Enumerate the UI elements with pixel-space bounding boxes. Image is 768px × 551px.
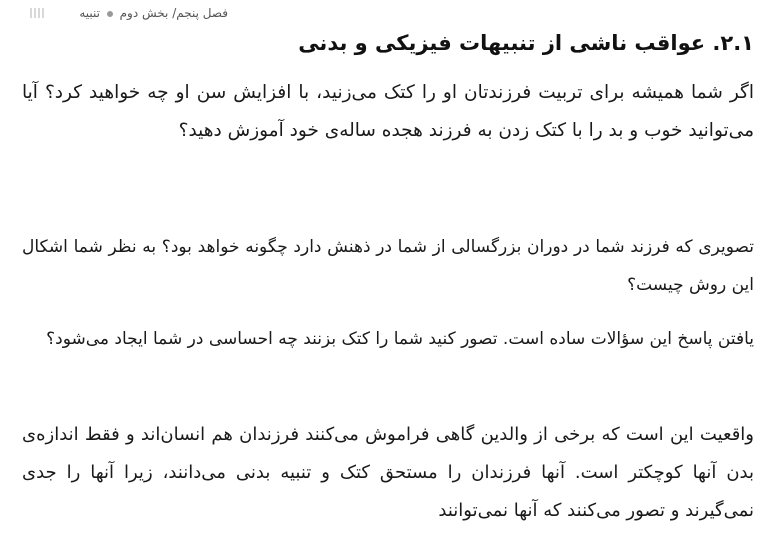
paragraph-2: تصویری که فرزند شما در دوران بزرگسالی از شما در ذهنش دارد چگونه خواهد بود؟ به نظر شما اشکال این روش چیست؟: [22, 237, 754, 295]
paragraph-1: اگر شما همیشه برای تربیت فرزندتان او را کتک می‌زنید، با افزایش سن او چه خواهید کرد؟ آیا می‌توانید خوب و بد را با کتک زدن به فرزند هجده ساله‌ی خود آموزش دهید؟: [22, 82, 754, 141]
paragraph-3: یافتن پاسخ این سؤالات ساده است. تصور کنید شما را کتک بزنند چه احساسی در شما ایجاد می‌شود؟: [46, 329, 754, 349]
header-ornament-icon: [30, 8, 44, 18]
bullet-dot-icon: [107, 11, 113, 17]
running-header-chapter: فصل پنجم/ بخش دوم: [119, 6, 228, 20]
running-header-topic: تنبیه: [79, 6, 100, 20]
running-header: [79, 6, 228, 20]
section-title: ۲.۱. عواقب ناشی از تنبیهات فیزیکی و بدنی: [298, 31, 754, 55]
paragraph-4: واقعیت این است که برخی از والدین گاهی فراموش می‌کنند فرزندان هم انسان‌اند و فقط اندازه‌ی بدن آنها کوچکتر است. آنها فرزندان را مستحق کتک و تنبیه بدنی می‌دانند، زیرا آنها را جدی نمی‌گیرند و تصور می‌کنند که آنها نمی‌توانند: [22, 424, 754, 521]
